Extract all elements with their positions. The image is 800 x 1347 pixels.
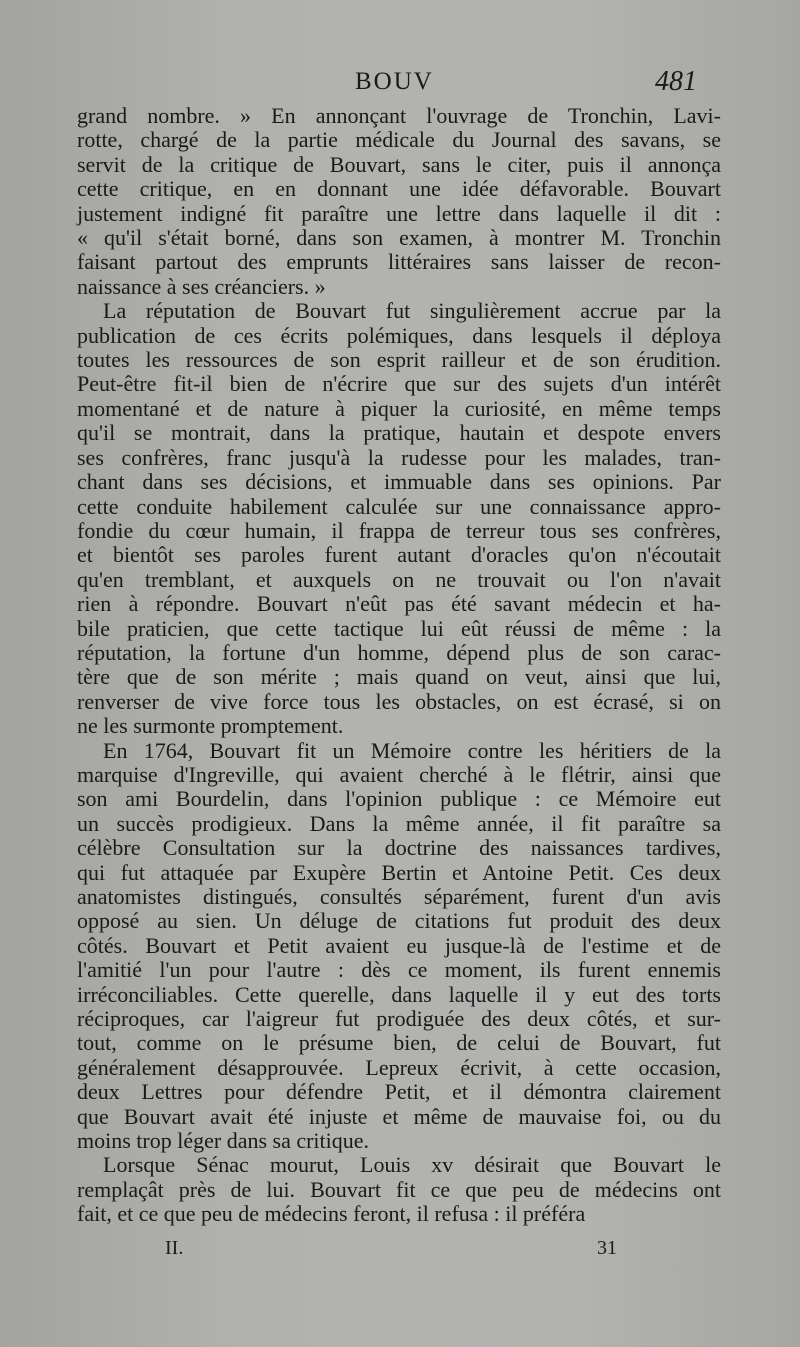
page-footer [0,1237,800,1263]
text-line: toutes les ressources de son esprit railleur et de son érudition. [77,347,721,373]
text-line: Lorsque Sénac mourut, Louis xv désirait que Bouvart le [103,1152,721,1178]
signature-mark: II. [165,1237,184,1259]
text-line: un succès prodigieux. Dans la même année, il fit paraître sa [77,810,721,836]
text-line: l'amitié l'un pour l'autre : dès ce moment, ils furent ennemis [77,957,721,983]
text-line: que Bouvart avait été injuste et même de mauvaise foi, ou du [77,1103,721,1129]
text-line: généralement désapprouvée. Lepreux écrivit, à cette occasion, [77,1054,721,1080]
text-line: côtés. Bouvart et Petit avaient eu jusque-là de l'estime et de [77,932,721,958]
text-line: « qu'il s'était borné, dans son examen, à montrer M. Tronchin [77,225,721,251]
text-line: irréconciliables. Cette querelle, dans laquelle il y eut des torts [77,981,721,1007]
paragraph [77,104,721,299]
text-line: cette conduite habilement calculée sur une connaissance appro- [77,493,721,519]
text-line: rotte, chargé de la partie médicale du Journal des savans, se [77,127,721,153]
text-line: remplaçât près de lui. Bouvart fit ce que peu de médecins ont [77,1176,721,1202]
text-line: anatomistes distingués, consultés séparément, furent d'un avis [77,884,721,909]
sheet-number: 31 [597,1237,617,1259]
text-line: La réputation de Bouvart fut singulièrement accrue par la [103,298,721,324]
text-line: moins trop léger dans sa critique. [77,1128,370,1154]
text-line: opposé au sien. Un déluge de citations fut produit des deux [77,908,721,934]
text-line: justement indigné fit paraître une lettre dans laquelle il dit : [77,200,721,226]
text-line: qui fut attaquée par Exupère Bertin et Antoine Petit. Ces deux [77,859,721,885]
paragraph [77,739,721,1154]
text-line: Peut-être fit-il bien de n'écrire que sur des sujets d'un intérêt [77,371,721,397]
text-line: En 1764, Bouvart fit un Mémoire contre les héritiers de la [103,737,721,763]
text-line: qu'en tremblant, et auxquels on ne trouvait ou l'on n'avait [77,566,721,592]
text-line: tout, comme on le présume bien, de celui de Bouvart, fut [77,1030,721,1056]
paragraph [77,1153,721,1226]
text-line: grand nombre. » En annonçant l'ouvrage de Tronchin, Lavi- [77,103,721,128]
text-line: célèbre Consultation sur la doctrine des naissances tardives, [77,835,721,861]
text-line: tère que de son mérite ; mais quand on veut, ainsi que lui, [77,664,721,690]
text-line: qu'il se montrait, dans la pratique, hautain et despote envers [77,420,721,446]
text-line: son ami Bourdelin, dans l'opinion publique : ce Mémoire eut [77,786,721,812]
text-line: ses confrères, franc jusqu'à la rudesse pour les malades, tran- [77,444,721,470]
text-line: ne les surmonte promptement. [77,713,344,739]
page-number: 481 [655,66,697,97]
paragraph [77,299,721,738]
text-line: naissance à ses créanciers. » [77,273,326,299]
text-line: cette critique, en en donnant une idée défavorable. Bouvart [77,176,721,202]
text-line: deux Lettres pour défendre Petit, et il démontra clairement [77,1079,721,1105]
text-line: fait, et ce que peu de médecins feront, il refusa : il préféra [77,1201,586,1227]
running-title: BOUV [355,68,434,95]
page-header [0,68,800,104]
text-line: publication de ces écrits polémiques, dans lesquels il déploya [77,322,721,348]
text-line: réputation, la fortune d'un homme, dépend plus de son carac- [77,639,721,665]
text-line: servit de la critique de Bouvart, sans le citer, puis il annonça [77,151,721,177]
text-line: bile praticien, que cette tactique lui eût réussi de même : la [77,615,721,641]
text-line: fondie du cœur humain, il frappa de terreur tous ses confrères, [77,517,721,543]
text-line: et bientôt ses paroles furent autant d'oracles qu'on n'écoutait [77,542,721,568]
text-line: marquise d'Ingreville, qui avaient cherché à le flétrir, ainsi que [77,761,721,787]
text-line: faisant partout des emprunts littéraires sans laisser de recon- [77,249,721,275]
text-line: renverser de vive force tous les obstacles, on est écrasé, si on [77,688,721,714]
page-body [77,104,721,1227]
text-line: rien à répondre. Bouvart n'eût pas été savant médecin et ha- [77,591,721,617]
text-line: chant dans ses décisions, et immuable dans ses opinions. Par [77,469,721,495]
text-line: réciproques, car l'aigreur fut prodiguée des deux côtés, et sur- [77,1006,721,1032]
text-line: momentané et de nature à piquer la curiosité, en même temps [77,395,721,421]
